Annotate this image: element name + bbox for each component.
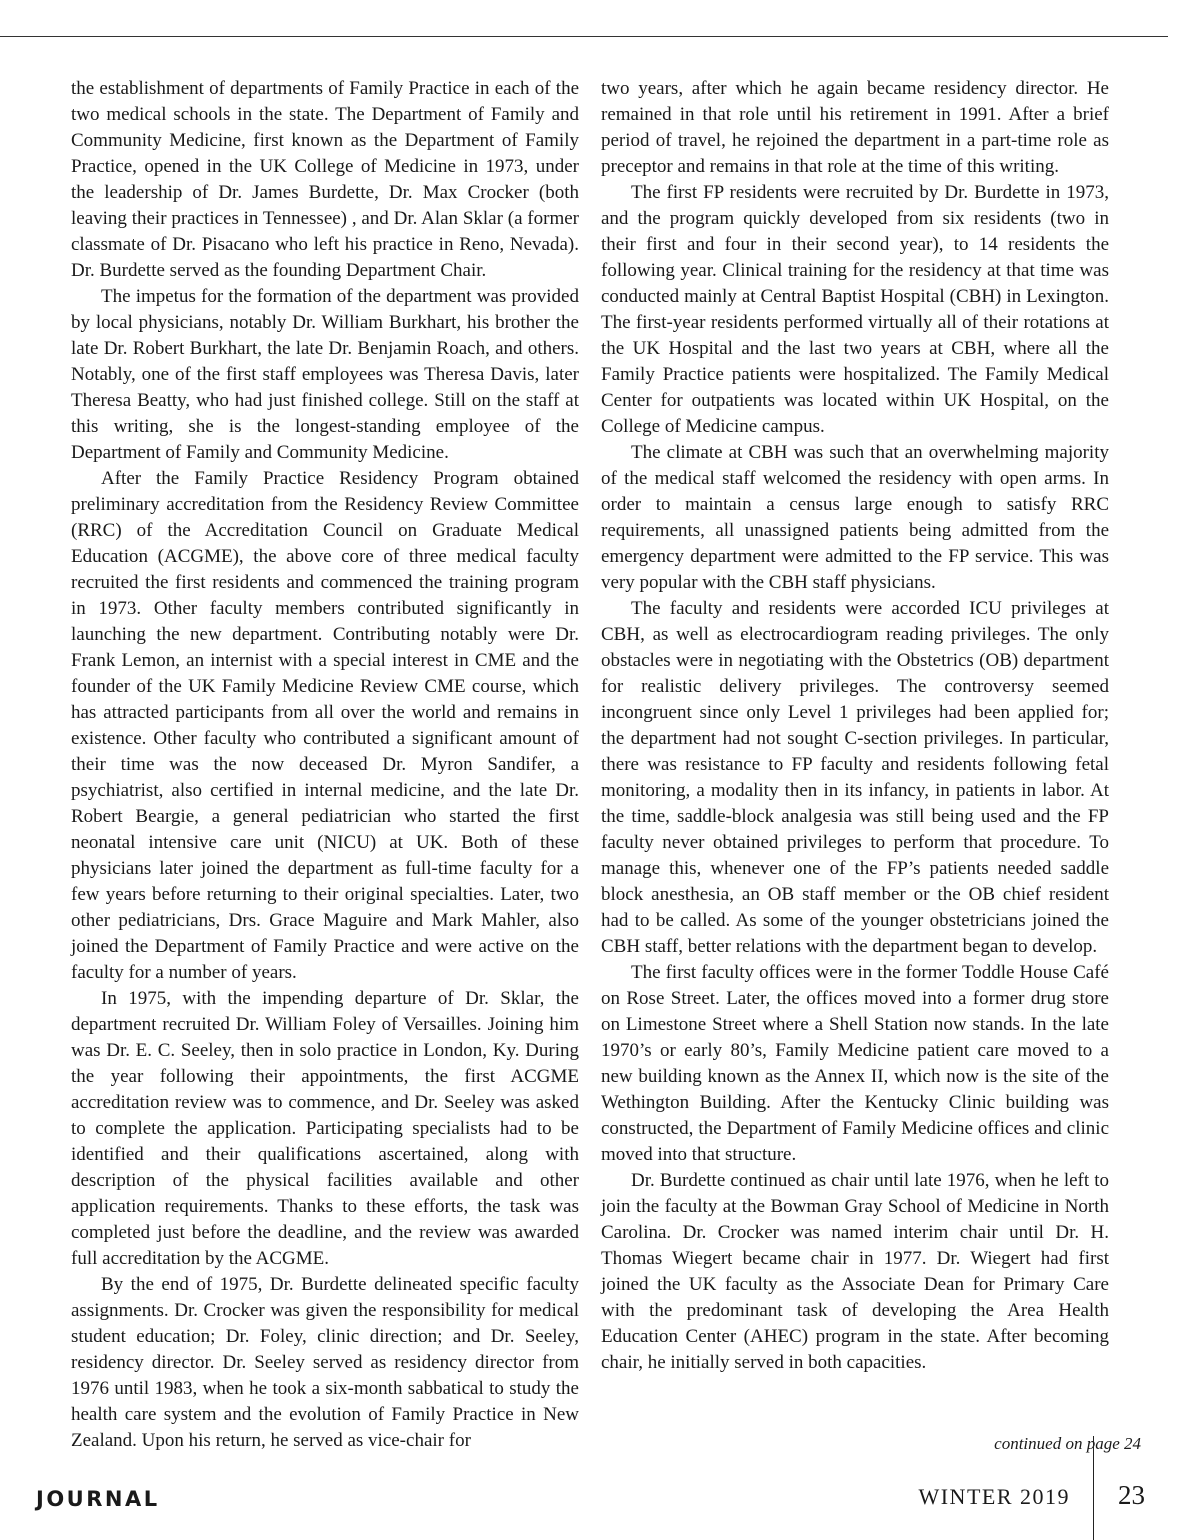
paragraph: The climate at CBH was such that an overwhelming majority of the medical staff welcomed the residency with open arms. In order to maintain a census large enough to satisfy RRC requirements, all unassigned patients being admitted from the emergency department were admitted to the FP service. This was very popular with the CBH staff physicians. (601, 442, 1109, 593)
paragraph: By the end of 1975, Dr. Burdette delineated specific faculty assignments. Dr. Crocker was given the responsibility for medical student education; Dr. Foley, clinic direction; and Dr. Seeley, residency director. Dr. Seeley served as residency director from 1976 until 1983, when he took a six-month sabbatical to study the health care system and the evolution of Family Practice in New Zealand. Upon his return, he served as vice-chair for (71, 1274, 579, 1451)
paragraph: After the Family Practice Residency Program obtained preliminary accreditation from the Residency Review Committee (RRC) of the Accreditation Council on Graduate Medical Education (ACGME), the above core of three medical faculty recruited the first residents and commenced the training program in 1973. Other faculty members contributed significantly in launching the new department. Contributing notably were Dr. Frank Lemon, an internist with a special interest in CME and the founder of the UK Family Medicine Review CME course, which has attracted participants from all over the world and remains in existence. Other faculty who contributed a significant amount of their time was the now deceased Dr. Myron Sandifer, a psychiatrist, also certified in internal medicine, and the late Dr. Robert Beargie, a general pediatrician who started the first neonatal intensive care unit (NICU) at UK. Both of these physicians later joined the department as full-time faculty for a few years before returning to their original specialties. Later, two other pediatricians, Drs. Grace Maguire and Mark Mahler, also joined the Department of Family Practice and were active on the faculty for a number of years. (71, 468, 579, 983)
page-number: 23 (1118, 1480, 1145, 1510)
paragraph: The first FP residents were recruited by Dr. Burdette in 1973, and the program quickly developed from six residents (two in their first and four in their second year), to 14 residents the following year. Clinical training for the residency at that time was conducted mainly at Central Baptist Hospital (CBH) in Lexington. The first-year residents performed virtually all of their rotations at the UK Hospital and the last two years at CBH, where all the Family Practice patients were hospitalized. The Family Medical Center for outpatients was located within UK Hospital, on the College of Medicine campus. (601, 182, 1109, 437)
paragraph: Dr. Burdette continued as chair until late 1976, when he left to join the faculty at the Bowman Gray School of Medicine in North Carolina. Dr. Crocker was named interim chair until Dr. H. Thomas Wiegert became chair in 1977. Dr. Wiegert had first joined the UK faculty as the Associate Dean for Primary Care with the predominant task of developing the Area Health Education Center (AHEC) program in the state. After becoming chair, he initially served in both capacities. (601, 1170, 1109, 1373)
issue-date: WINTER 2019 (918, 1484, 1070, 1509)
paragraph: The impetus for the formation of the department was provided by local physicians, notably Dr. William Burkhart, his brother the late Dr. Robert Burkhart, the late Dr. Benjamin Roach, and others. Notably, one of the first staff employees was Theresa Davis, later Theresa Beatty, who had just finished college. Still on the staff at this writing, she is the longest-standing employee of the Department of Family and Community Medicine. (71, 286, 579, 463)
paragraph: two years, after which he again became residency director. He remained in that role until his retirement in 1991. After a brief period of travel, he rejoined the department in a part-time role as preceptor and remains in that role at the time of this writing. (601, 78, 1109, 177)
paragraph: The faculty and residents were accorded ICU privileges at CBH, as well as electrocardiogram reading privileges. The only obstacles were in negotiating with the Obstetrics (OB) department for realistic delivery privileges. The controversy seemed incongruent since only Level 1 privileges had been applied for; the department had not sought C-section privileges. In particular, there was resistance to FP faculty and residents following fetal monitoring, a modality then in its infancy, in patients in labor. At the time, saddle-block analgesia was still being used and the FP faculty never obtained privileges to perform that procedure. To manage this, whenever one of the FP’s patients needed saddle block anesthesia, an OB staff member or the OB chief resident had to be called. As some of the younger obstetricians joined the CBH staff, better relations with the department began to develop. (601, 598, 1109, 957)
right-column (601, 76, 1109, 1376)
journal-masthead: JOURNAL (36, 1487, 160, 1511)
paragraph: In 1975, with the impending departure of Dr. Sklar, the department recruited Dr. William Foley of Versailles. Joining him was Dr. E. C. Seeley, then in solo practice in London, Ky. During the year following their appointments, the first ACGME accreditation review was to commence, and Dr. Seeley was asked to complete the application. Participating specialists had to be identified and their qualifications ascertained, along with description of the physical facilities available and other application requirements. Thanks to these efforts, the task was completed just before the deadline, and the review was awarded full accreditation by the ACGME. (71, 988, 579, 1269)
left-column (71, 76, 579, 1454)
top-rule (0, 36, 1168, 37)
paragraph: The first faculty offices were in the former Toddle House Café on Rose Street. Later, the offices moved into a former drug store on Limestone Street where a Shell Station now stands. In the late 1970’s or early 80’s, Family Medicine patient care moved to a new building known as the Annex II, which now is the site of the Wethington Building. After the Kentucky Clinic building was constructed, the Department of Family Medicine offices and clinic moved into that structure. (601, 962, 1109, 1165)
footer-divider (1093, 1436, 1094, 1540)
paragraph: the establishment of departments of Family Practice in each of the two medical schools in the state. The Department of Family and Community Medicine, first known as the Department of Family Practice, opened in the UK College of Medicine in 1973, under the leadership of Dr. James Burdette, Dr. Max Crocker (both leaving their practices in Tennessee) , and Dr. Alan Sklar (a former classmate of Dr. Pisacano who left his practice in Reno, Nevada). Dr. Burdette served as the founding Department Chair. (71, 78, 579, 281)
continued-note: continued on page 24 (994, 1434, 1141, 1453)
